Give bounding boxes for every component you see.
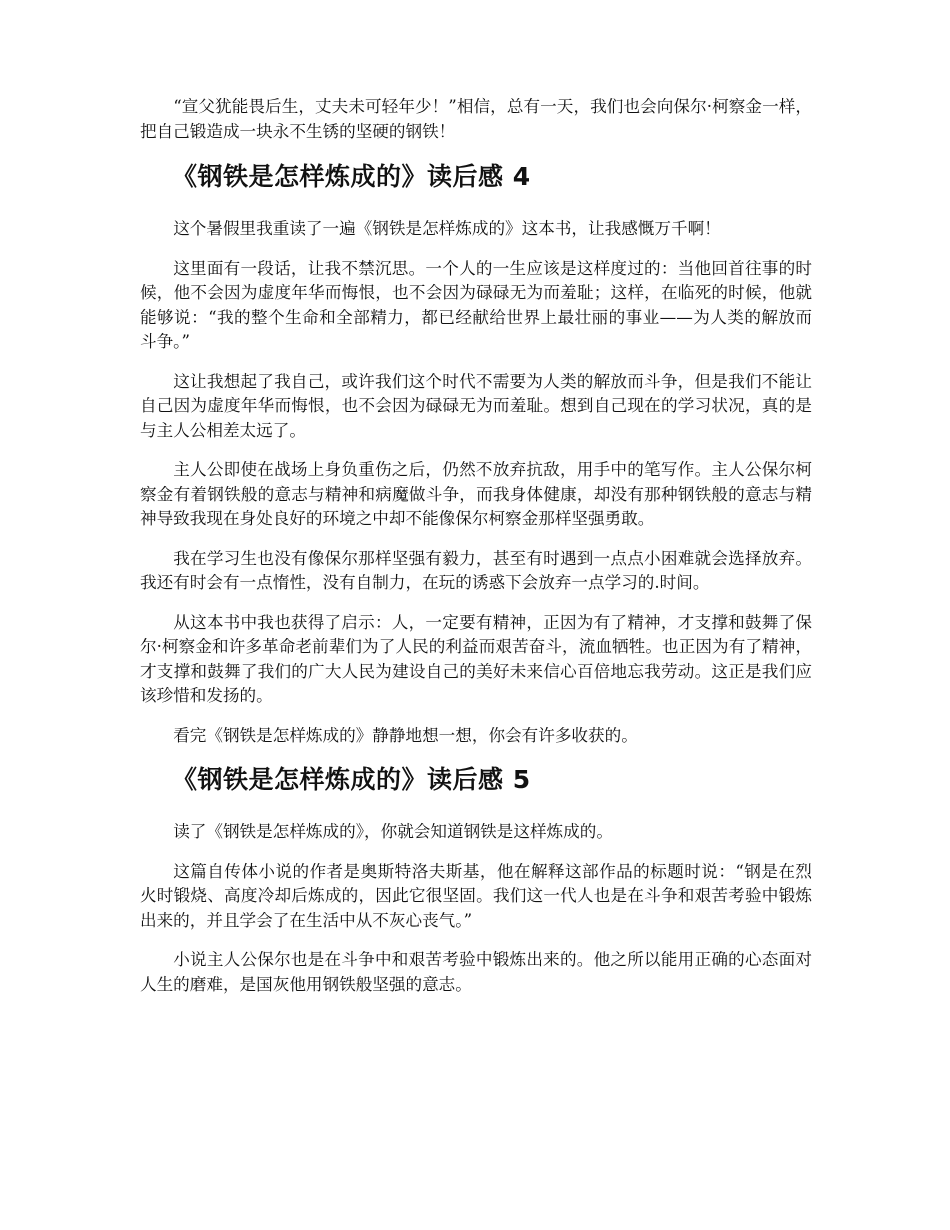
document-page xyxy=(140,95,812,1012)
section-4-paragraph: 看完《钢铁是怎样炼成的》静静地想一想，你会有许多收获的。 xyxy=(173,725,638,745)
section-5-paragraph: 这篇自传体小说的作者是奥斯特洛夫斯基，他在解释这部作品的标题时说：“钢是在烈火时锻烧、高度冷却后炼成的，因此它很坚固。我们这一代人也是在斗争和艰苦考验中锻炼出来的，并且学会了在生活中从不灰心丧气。” xyxy=(140,861,812,930)
section-4-heading: 《钢铁是怎样炼成的》读后感 4 xyxy=(172,162,531,191)
section-5-paragraph: 小说主人公保尔也是在斗争中和艰苦考验中锻炼出来的。他之所以能用正确的心态面对人生的磨难，是国灰他用钢铁般坚强的意志。 xyxy=(140,950,812,994)
intro-paragraph: “宣父犹能畏后生，丈夫未可轻年少！”相信，总有一天，我们也会向保尔·柯察金一样，把自己锻造成一块永不生锈的坚硬的钢铁！ xyxy=(140,97,812,141)
section-4-paragraph: 这个暑假里我重读了一遍《钢铁是怎样炼成的》这本书，让我感慨万千啊！ xyxy=(173,219,721,238)
section-4-paragraph: 主人公即使在战场上身负重伤之后，仍然不放弃抗敌，用手中的笔写作。主人公保尔柯察金有着钢铁般的意志与精神和病魔做斗争，而我身体健康，却没有那种钢铁般的意志与精神导致我现在身处良好的环境之中却不能像保尔柯察金那样坚强勇敢。 xyxy=(140,460,812,528)
section-4-paragraph: 我在学习生也没有像保尔那样坚强有毅力，甚至有时遇到一点点小困难就会选择放弃。我还有时会有一点惰性，没有自制力，在玩的诱惑下会放弃一点学习的.时间。 xyxy=(140,548,812,592)
section-5-heading: 《钢铁是怎样炼成的》读后感 5 xyxy=(172,765,531,794)
section-4-paragraph: 这让我想起了我自己，或许我们这个时代不需要为人类的解放而斗争，但是我们不能让自己因为虚度年华而悔恨，也不会因为碌碌无为而羞耻。想到自己现在的学习状况，真的是与主人公相差太远了。 xyxy=(140,371,812,440)
section-5-paragraph: 读了《钢铁是怎样炼成的》，你就会知道钢铁是这样炼成的。 xyxy=(173,822,613,841)
section-4-paragraph: 从这本书中我也获得了启示：人，一定要有精神，正因为有了精神，才支撑和鼓舞了保尔·柯察金和许多革命老前辈们为了人民的利益而艰苦奋斗，流血牺牲。也正因为有了精神，才支撑和鼓舞了我们的广大人民为建设自己的美好未来信心百倍地忘我劳动。这正是我们应该珍惜和发扬的。 xyxy=(140,612,812,705)
section-4-paragraph: 这里面有一段话，让我不禁沉思。一个人的一生应该是这样度过的：当他回首往事的时候，他不会因为虚度年华而悔恨，也不会因为碌碌无为而羞耻；这样，在临死的时候，他就能够说：“我的整个生命和全部精力，都已经献给世界上最壮丽的事业——为人类的解放而斗争。” xyxy=(140,258,812,351)
